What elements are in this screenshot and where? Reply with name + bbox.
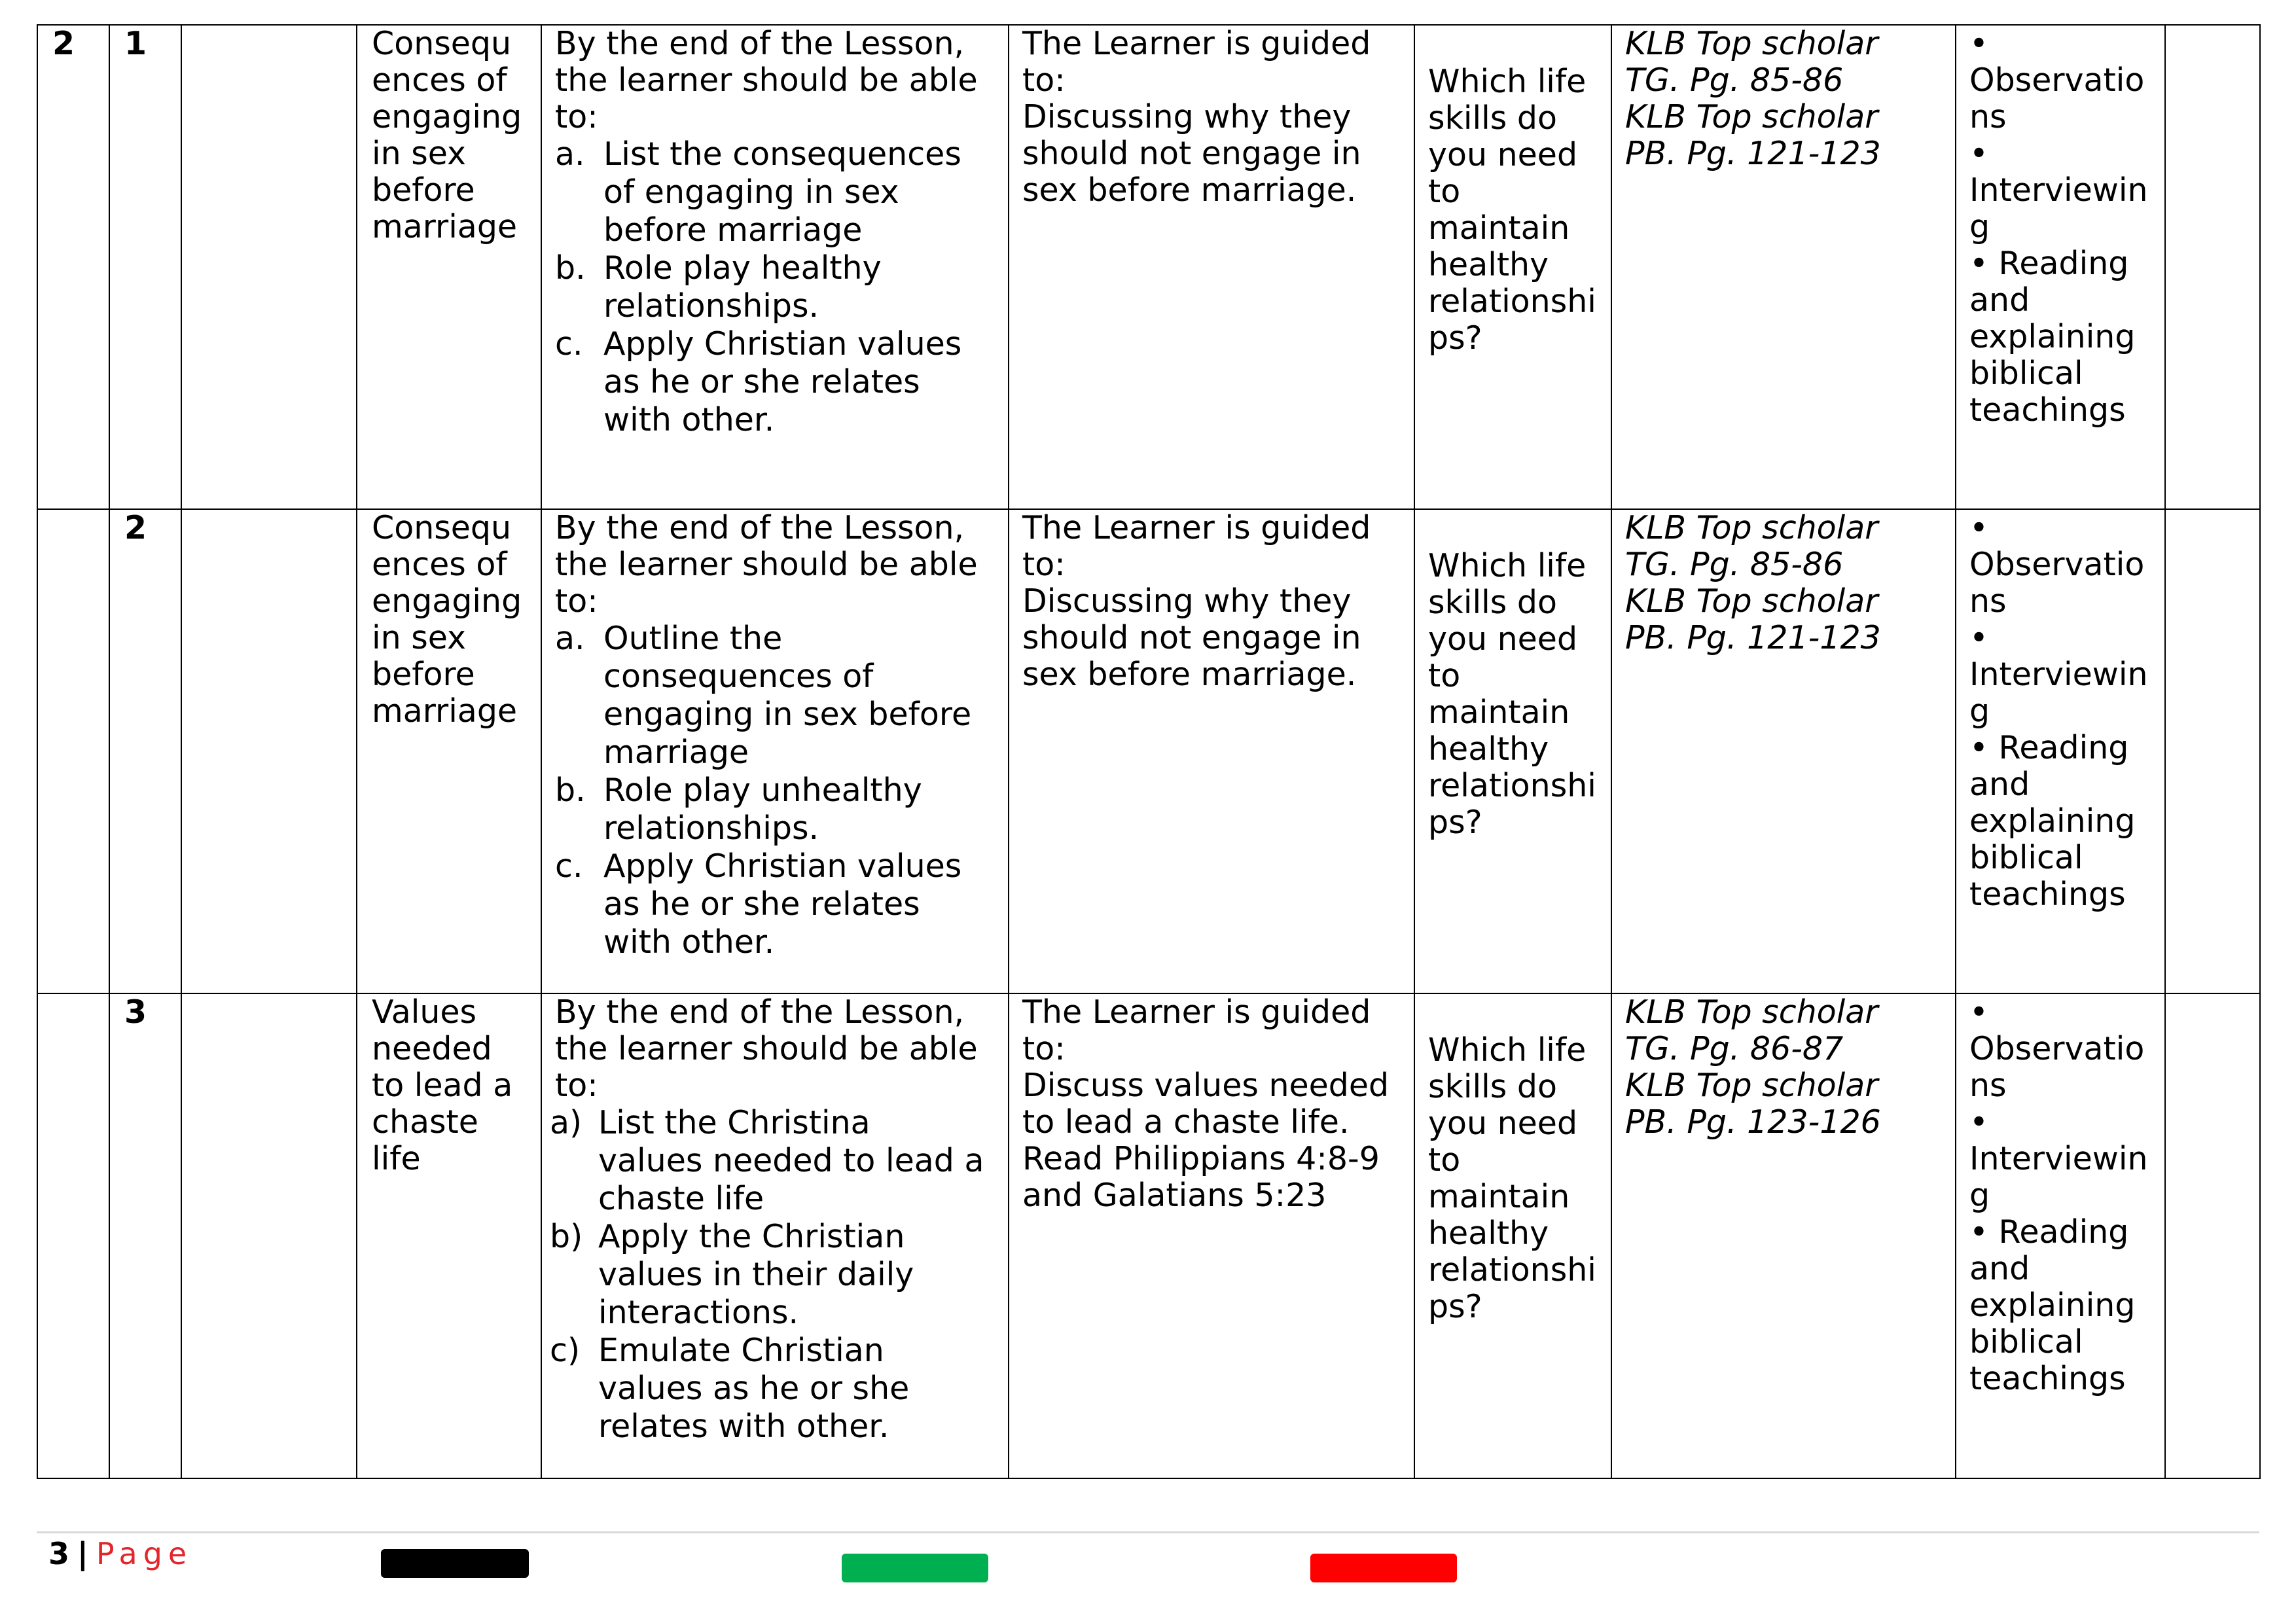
- outcome-line: values needed to lead a: [598, 1142, 984, 1179]
- assessment-line: Interviewin: [1969, 1140, 2148, 1177]
- inquiry-line: relationshi: [1428, 1251, 1596, 1289]
- outcome-item: [550, 1104, 995, 1218]
- assessment-line: biblical: [1969, 1323, 2083, 1361]
- inquiry-line: skills do: [1428, 99, 1557, 137]
- experience-line: to lead a chaste life.: [1022, 1103, 1350, 1141]
- sub-strand-line: to lead a: [372, 1067, 513, 1104]
- outcome-item: [555, 135, 995, 249]
- experience-line: The Learner is guided: [1022, 509, 1371, 546]
- inquiry-line: maintain: [1428, 1178, 1570, 1215]
- scheme-of-work-table: [37, 24, 2261, 1479]
- outcome-text: [603, 620, 971, 772]
- inquiry-line: ps?: [1428, 1288, 1482, 1325]
- outcomes-list: [555, 620, 995, 961]
- assessment-cell: [1956, 509, 2165, 993]
- resource-line: KLB Top scholar: [1625, 25, 1878, 62]
- outcome-line: as he or she relates: [603, 363, 920, 401]
- sub-strand-line: ences of: [372, 546, 507, 583]
- page-label: Page: [96, 1536, 193, 1571]
- sub-strand-line: Values: [372, 993, 477, 1031]
- assessment-line: explaining: [1969, 802, 2136, 840]
- experience-line: Read Philippians 4:8-9: [1022, 1140, 1380, 1177]
- inquiry-line: relationshi: [1428, 283, 1596, 320]
- outcome-item: [555, 249, 995, 325]
- flag-bar-black: [381, 1549, 529, 1578]
- outcomes-intro: By the end of the Lesson, the learner should be able to:: [555, 25, 978, 135]
- outcome-line: Role play healthy: [603, 249, 882, 287]
- resource-line: KLB Top scholar: [1625, 1067, 1878, 1104]
- experience-line: should not engage in: [1022, 135, 1361, 172]
- sub-strand-cell: [357, 993, 541, 1478]
- outcome-text: [598, 1218, 914, 1332]
- assessment-line: g: [1969, 208, 1990, 245]
- key-inquiry-cell: [1414, 509, 1611, 993]
- assessment-line: Interviewin: [1969, 171, 2148, 209]
- week-cell: [37, 509, 109, 993]
- outcome-line: Role play unhealthy: [603, 772, 922, 809]
- outcome-line: Apply Christian values: [603, 325, 962, 363]
- experience-line: to:: [1022, 62, 1066, 99]
- outcome-line: Apply the Christian: [598, 1218, 905, 1255]
- resource-line: PB. Pg. 123-126: [1625, 1103, 1881, 1141]
- flag-bar-green: [842, 1554, 988, 1582]
- outcome-text: [603, 135, 961, 249]
- experience-line: sex before marriage.: [1022, 656, 1357, 693]
- assessment-line: • Reading: [1969, 1213, 2129, 1251]
- experience-line: to:: [1022, 1030, 1066, 1067]
- outcome-marker: c): [550, 1332, 581, 1369]
- learning-resources-cell: [1611, 993, 1956, 1478]
- inquiry-line: maintain: [1428, 209, 1570, 247]
- outcome-line: engaging in sex before: [603, 696, 972, 733]
- outcome-marker: a.: [555, 135, 585, 173]
- outcome-line: relates with other.: [598, 1408, 889, 1445]
- outcome-line: with other.: [603, 923, 775, 961]
- assessment-line: and: [1969, 766, 2030, 803]
- assessment-line: and: [1969, 281, 2030, 319]
- experience-line: sex before marriage.: [1022, 171, 1357, 209]
- outcome-item: [555, 847, 995, 961]
- sub-strand-line: engaging: [372, 98, 522, 135]
- assessment-line: •: [1969, 135, 1988, 172]
- week-cell: 2: [37, 25, 109, 509]
- assessment-line: g: [1969, 1177, 1990, 1214]
- outcome-line: consequences of: [603, 658, 874, 695]
- sub-strand-line: chaste: [372, 1103, 478, 1141]
- outcome-marker: b.: [555, 249, 586, 287]
- key-inquiry-cell: [1414, 25, 1611, 509]
- sub-strand-line: Consequ: [372, 509, 512, 546]
- page-footer: [48, 1535, 192, 1572]
- resource-line: PB. Pg. 121-123: [1625, 619, 1881, 656]
- outcome-line: relationships.: [603, 810, 819, 847]
- inquiry-line: you need: [1428, 620, 1578, 658]
- outcome-line: relationships.: [603, 287, 819, 325]
- outcome-marker: a.: [555, 620, 585, 657]
- week-cell: [37, 993, 109, 1478]
- inquiry-line: Which life: [1428, 63, 1587, 100]
- remarks-cell: [2165, 509, 2260, 993]
- outcome-text: [603, 772, 922, 847]
- outcome-line: of engaging in sex: [603, 173, 899, 211]
- key-inquiry-cell: [1414, 993, 1611, 1478]
- outcome-line: before marriage: [603, 211, 863, 249]
- sub-strand-line: Consequ: [372, 25, 512, 62]
- outcome-marker: a): [550, 1104, 583, 1141]
- inquiry-line: healthy: [1428, 730, 1549, 768]
- inquiry-line: relationshi: [1428, 767, 1596, 804]
- outcome-item: [555, 772, 995, 847]
- outcomes-intro: By the end of the Lesson, the learner should be able to:: [555, 993, 978, 1104]
- inquiry-line: healthy: [1428, 1215, 1549, 1252]
- experience-line: and Galatians 5:23: [1022, 1177, 1327, 1214]
- resource-line: KLB Top scholar: [1625, 509, 1878, 546]
- experience-line: The Learner is guided: [1022, 993, 1371, 1031]
- outcome-line: List the consequences: [603, 135, 961, 173]
- resource-line: TG. Pg. 86-87: [1625, 1030, 1844, 1067]
- strand-cell: [181, 993, 357, 1478]
- sub-strand-line: engaging: [372, 582, 522, 620]
- outcomes-list: [550, 1104, 995, 1446]
- assessment-line: teachings: [1969, 1360, 2126, 1397]
- inquiry-line: maintain: [1428, 694, 1570, 731]
- experience-line: should not engage in: [1022, 619, 1361, 656]
- inquiry-line: skills do: [1428, 584, 1557, 621]
- inquiry-line: healthy: [1428, 246, 1549, 283]
- assessment-line: Observatio: [1969, 1030, 2145, 1067]
- sub-strand-line: marriage: [372, 208, 518, 245]
- assessment-line: •: [1969, 993, 1988, 1031]
- outcome-item: [555, 620, 995, 772]
- experience-line: to:: [1022, 546, 1066, 583]
- outcome-text: [598, 1332, 909, 1446]
- assessment-line: explaining: [1969, 1287, 2136, 1324]
- outcome-line: with other.: [603, 401, 775, 438]
- sub-strand-line: life: [372, 1140, 421, 1177]
- outcome-line: chaste life: [598, 1180, 764, 1217]
- remarks-cell: [2165, 25, 2260, 509]
- inquiry-line: ps?: [1428, 319, 1482, 357]
- outcomes-list: [555, 135, 995, 439]
- inquiry-line: to: [1428, 657, 1461, 694]
- table-row: [37, 509, 2260, 993]
- inquiry-line: to: [1428, 1141, 1461, 1179]
- outcome-marker: c.: [555, 847, 583, 885]
- resource-line: KLB Top scholar: [1625, 98, 1878, 135]
- footer-divider: [37, 1531, 2259, 1533]
- inquiry-line: to: [1428, 173, 1461, 210]
- learning-resources-cell: [1611, 509, 1956, 993]
- outcome-marker: c.: [555, 325, 583, 363]
- page-separator: |: [77, 1536, 88, 1571]
- experience-line: Discussing why they: [1022, 582, 1352, 620]
- learning-outcomes-cell: [541, 993, 1009, 1478]
- assessment-line: Observatio: [1969, 62, 2145, 99]
- outcome-text: [603, 847, 961, 961]
- learning-experiences-cell: [1009, 993, 1414, 1478]
- assessment-line: •: [1969, 619, 1988, 656]
- experience-line: The Learner is guided: [1022, 25, 1371, 62]
- learning-experiences-cell: [1009, 509, 1414, 993]
- outcome-text: [603, 325, 961, 439]
- assessment-line: ns: [1969, 582, 2007, 620]
- outcome-line: values as he or she: [598, 1370, 910, 1407]
- sub-strand-cell: [357, 25, 541, 509]
- outcome-text: [598, 1104, 984, 1218]
- outcome-line: values in their daily: [598, 1256, 914, 1293]
- assessment-line: Observatio: [1969, 546, 2145, 583]
- assessment-cell: [1956, 993, 2165, 1478]
- resource-line: TG. Pg. 85-86: [1625, 62, 1844, 99]
- strand-cell: [181, 509, 357, 993]
- inquiry-line: you need: [1428, 1105, 1578, 1142]
- assessment-line: ns: [1969, 98, 2007, 135]
- outcome-item: [555, 325, 995, 439]
- assessment-line: •: [1969, 1103, 1988, 1141]
- assessment-line: teachings: [1969, 391, 2126, 429]
- table-row: [37, 25, 2260, 509]
- inquiry-line: Which life: [1428, 1031, 1587, 1069]
- inquiry-line: you need: [1428, 136, 1578, 173]
- assessment-line: •: [1969, 25, 1988, 62]
- assessment-line: biblical: [1969, 839, 2083, 876]
- strand-cell: [181, 25, 357, 509]
- assessment-line: biblical: [1969, 355, 2083, 392]
- assessment-line: Interviewin: [1969, 656, 2148, 693]
- outcome-item: [550, 1218, 995, 1332]
- sub-strand-line: ences of: [372, 62, 507, 99]
- outcome-line: List the Christina: [598, 1104, 870, 1141]
- sub-strand-line: needed: [372, 1030, 492, 1067]
- outcome-item: [550, 1332, 995, 1446]
- inquiry-line: skills do: [1428, 1068, 1557, 1105]
- sub-strand-line: before: [372, 171, 475, 209]
- lesson-cell: 1: [109, 25, 181, 509]
- outcomes-intro: By the end of the Lesson, the learner should be able to:: [555, 509, 978, 620]
- learning-outcomes-cell: [541, 25, 1009, 509]
- assessment-line: •: [1969, 509, 1988, 546]
- assessment-line: explaining: [1969, 318, 2136, 355]
- table-row: [37, 993, 2260, 1478]
- flag-bar-red: [1310, 1554, 1457, 1582]
- learning-resources-cell: [1611, 25, 1956, 509]
- outcome-line: Apply Christian values: [603, 847, 962, 885]
- learning-outcomes-cell: [541, 509, 1009, 993]
- assessment-line: and: [1969, 1250, 2030, 1287]
- resource-line: KLB Top scholar: [1625, 993, 1878, 1031]
- sub-strand-line: marriage: [372, 692, 518, 730]
- sub-strand-line: in sex: [372, 135, 467, 172]
- experience-line: Discussing why they: [1022, 98, 1352, 135]
- remarks-cell: [2165, 993, 2260, 1478]
- resource-line: KLB Top scholar: [1625, 582, 1878, 620]
- assessment-line: • Reading: [1969, 729, 2129, 766]
- outcome-line: Outline the: [603, 620, 783, 657]
- resource-line: PB. Pg. 121-123: [1625, 135, 1881, 172]
- lesson-cell: 3: [109, 993, 181, 1478]
- inquiry-line: ps?: [1428, 804, 1482, 841]
- sub-strand-line: in sex: [372, 619, 467, 656]
- outcome-text: [603, 249, 882, 325]
- sub-strand-cell: [357, 509, 541, 993]
- outcome-line: marriage: [603, 734, 749, 771]
- assessment-cell: [1956, 25, 2165, 509]
- experience-line: Discuss values needed: [1022, 1067, 1390, 1104]
- inquiry-line: Which life: [1428, 547, 1587, 584]
- sub-strand-line: before: [372, 656, 475, 693]
- assessment-line: • Reading: [1969, 245, 2129, 282]
- outcome-line: interactions.: [598, 1294, 799, 1331]
- page-number: 3: [48, 1536, 70, 1571]
- resource-line: TG. Pg. 85-86: [1625, 546, 1844, 583]
- assessment-line: g: [1969, 692, 1990, 730]
- outcome-line: Emulate Christian: [598, 1332, 884, 1369]
- outcome-marker: b.: [555, 772, 586, 809]
- outcome-marker: b): [550, 1218, 583, 1255]
- learning-experiences-cell: [1009, 25, 1414, 509]
- assessment-line: teachings: [1969, 876, 2126, 913]
- lesson-cell: 2: [109, 509, 181, 993]
- assessment-line: ns: [1969, 1067, 2007, 1104]
- outcome-line: as he or she relates: [603, 885, 920, 923]
